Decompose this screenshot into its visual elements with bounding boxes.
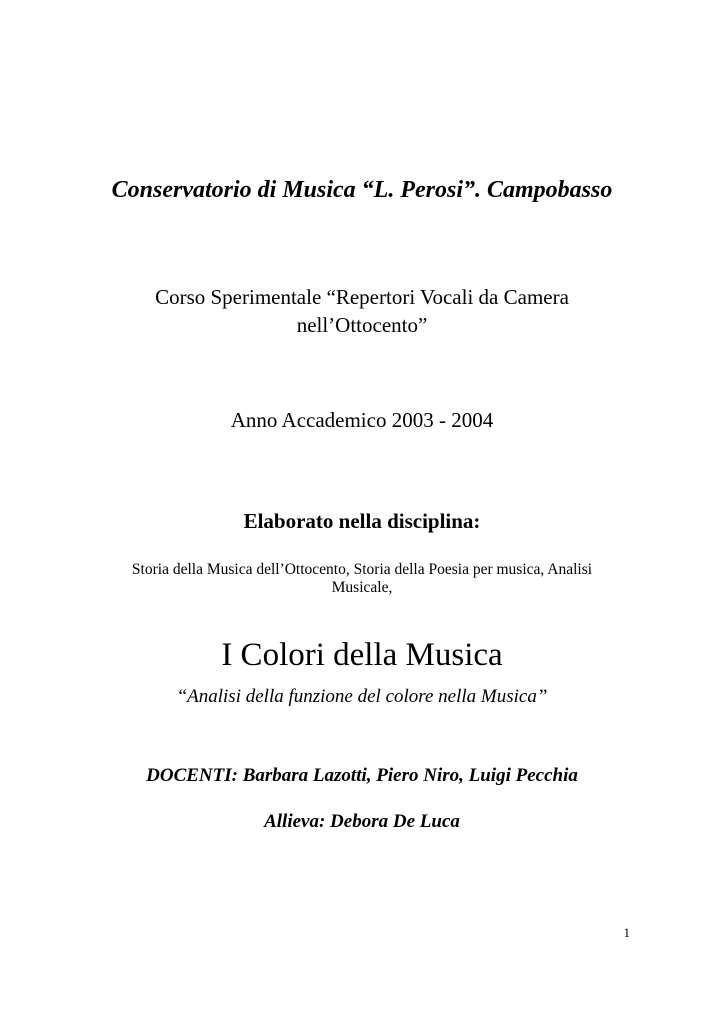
discipline-subjects-line-2: Musicale, xyxy=(331,579,393,596)
institution-name: Conservatorio di Musica “L. Perosi”. Campobasso xyxy=(111,177,613,203)
discipline-heading: Elaborato nella disciplina: xyxy=(243,509,481,533)
course-title-line-1: Corso Sperimentale “Repertori Vocali da Camera xyxy=(155,285,569,309)
discipline-subjects-line-1: Storia della Musica dell’Ottocento, Storia della Poesia per musica, Analisi xyxy=(131,561,593,578)
teachers-credit: DOCENTI: Barbara Lazotti, Piero Niro, Luigi Pecchia xyxy=(146,765,578,786)
course-title-line-2: nell’Ottocento” xyxy=(296,313,428,337)
page-number: 1 xyxy=(623,925,630,940)
academic-year: Anno Accademico 2003 - 2004 xyxy=(230,408,494,432)
student-credit: Allieva: Debora De Luca xyxy=(264,811,460,832)
document-title: I Colori della Musica xyxy=(221,637,503,673)
document-subtitle: “Analisi della funzione del colore nella Musica” xyxy=(176,686,548,707)
